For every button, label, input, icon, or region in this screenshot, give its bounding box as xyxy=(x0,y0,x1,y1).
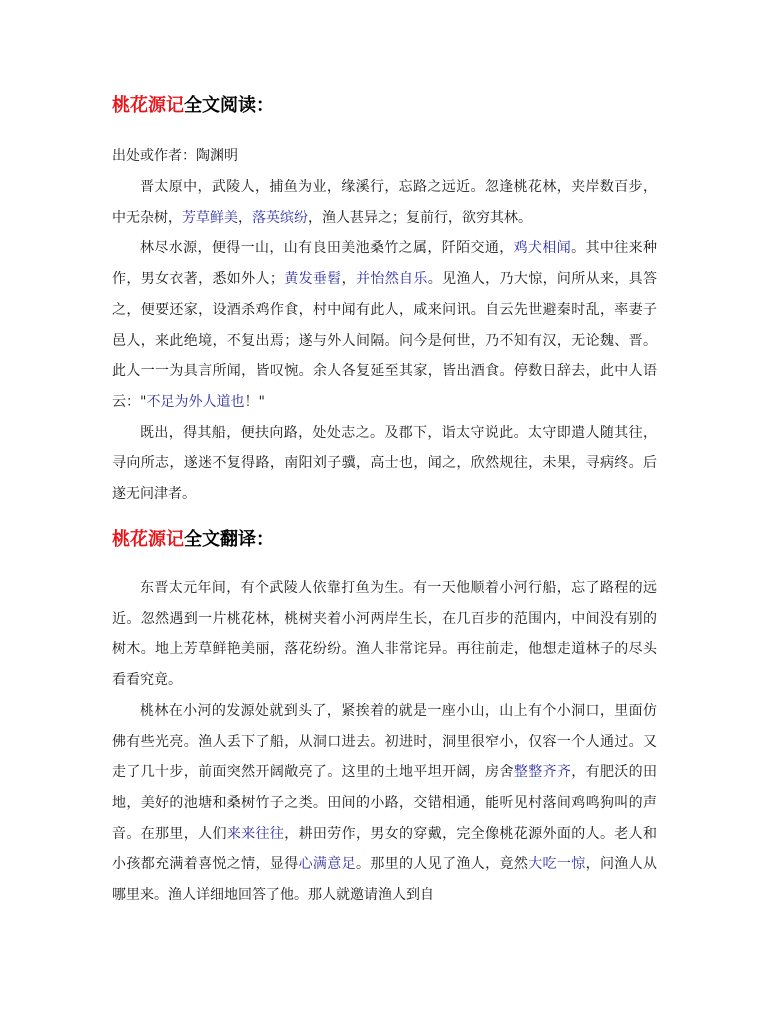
highlight-phrase: 来来往往 xyxy=(226,825,285,842)
paragraph xyxy=(112,172,657,233)
translation-heading-title: 桃花源记 xyxy=(112,529,184,550)
highlight-phrase: 黄发垂髫 xyxy=(283,271,342,288)
highlight-phrase: 大吃一惊 xyxy=(528,856,586,873)
highlight-phrase: 不足为外人道也 xyxy=(146,393,245,410)
text-segment: 林尽水源，便得一山，山有良田美池桑竹之属，阡陌交通， xyxy=(140,240,514,257)
reading-heading-title: 桃花源记 xyxy=(112,95,184,116)
text-segment: ， xyxy=(238,209,252,226)
text-segment: 晋太原中，武陵人，捕鱼为业，缘溪行，忘路之远近。忽逢桃花林，夹岸数百步，中无杂树， xyxy=(112,179,657,226)
paragraph xyxy=(112,418,657,510)
paragraph xyxy=(112,233,657,417)
translation-heading xyxy=(112,528,274,552)
highlight-phrase: 心满意足 xyxy=(298,856,356,873)
text-segment: ，耕田劳作，男女的穿戴，完全像桃花源外面的人。老人和小孩都充满着喜悦之情，显得 xyxy=(112,825,658,873)
original-text xyxy=(112,172,657,510)
reading-heading-suffix: 全文阅读： xyxy=(184,95,274,116)
translation-text xyxy=(112,573,657,911)
text-segment: 桃林在小河的发源处就到头了，紧挨着的就是一座小山，山上有个小洞口，里面仿佛有些光亮。渔人丢下了船，从洞口进去。初进时，洞里很窄小，仅容一个人通过。又走了几十步，前面突然开阔敞亮了。这里的土地平坦开阔，房舍 xyxy=(112,702,657,781)
text-segment: 。其中往来种作，男女衣著，悉如外人； xyxy=(112,240,658,288)
text-segment: ， xyxy=(341,271,356,288)
paragraph xyxy=(112,573,657,696)
author-line: 出处或作者：陶渊明 xyxy=(112,148,238,164)
text-segment: ，渔人甚异之；复前行，欲穷其林。 xyxy=(308,209,532,226)
highlight-phrase: 芳草鲜美 xyxy=(182,209,238,226)
reading-heading xyxy=(112,94,274,118)
text-segment: ，问渔人从哪里来。渔人详细地回答了他。那人就邀请渔人到自 xyxy=(112,856,658,904)
paragraph xyxy=(112,696,657,911)
text-segment: 东晋太元年间，有个武陵人依靠打鱼为生。有一天他顺着小河行船，忘了路程的远近。忽然遇到一片桃花林，桃树夹着小河两岸生长，在几百步的范围内，中间没有别的树木。地上芳草鲜艳美丽，落花纷纷。渔人非常诧异。再往前走，他想走道林子的尽头看看究竟。 xyxy=(112,580,657,689)
text-segment: 既出，得其船，便扶向路，处处志之。及郡下，诣太守说此。太守即遣人随其往，寻向所志，遂迷不复得路，南阳刘子骥，高士也，闻之，欣然规往，未果，寻病终。后遂无问津者。 xyxy=(112,424,657,503)
text-segment: ！" xyxy=(244,393,265,410)
text-segment: 。见渔人，乃大惊，问所从来，具答之，便要还家，设酒杀鸡作食，村中闻有此人，咸来问讯。自云先世避秦时乱，率妻子邑人，来此绝境，不复出焉；遂与外人间隔。问今是何世，乃不知有汉，无论魏、晋。此人一一为具言所闻，皆叹惋。余人各复延至其家，皆出酒食。停数日辞去，此中人语云：" xyxy=(112,271,658,410)
highlight-phrase: 整整齐齐 xyxy=(513,764,572,781)
highlight-phrase: 落英缤纷 xyxy=(252,209,308,226)
text-segment: 。那里的人见了渔人，竟然 xyxy=(355,856,529,873)
text-segment: ，有肥沃的田地，美好的池塘和桑树竹子之类。田间的小路，交错相通，能听见村落间鸡鸣狗叫的声音。在那里，人们 xyxy=(112,764,658,842)
translation-heading-suffix: 全文翻译： xyxy=(184,529,274,550)
highlight-phrase: 鸡犬相闻 xyxy=(513,240,572,257)
highlight-phrase: 并怡然自乐 xyxy=(356,271,428,288)
